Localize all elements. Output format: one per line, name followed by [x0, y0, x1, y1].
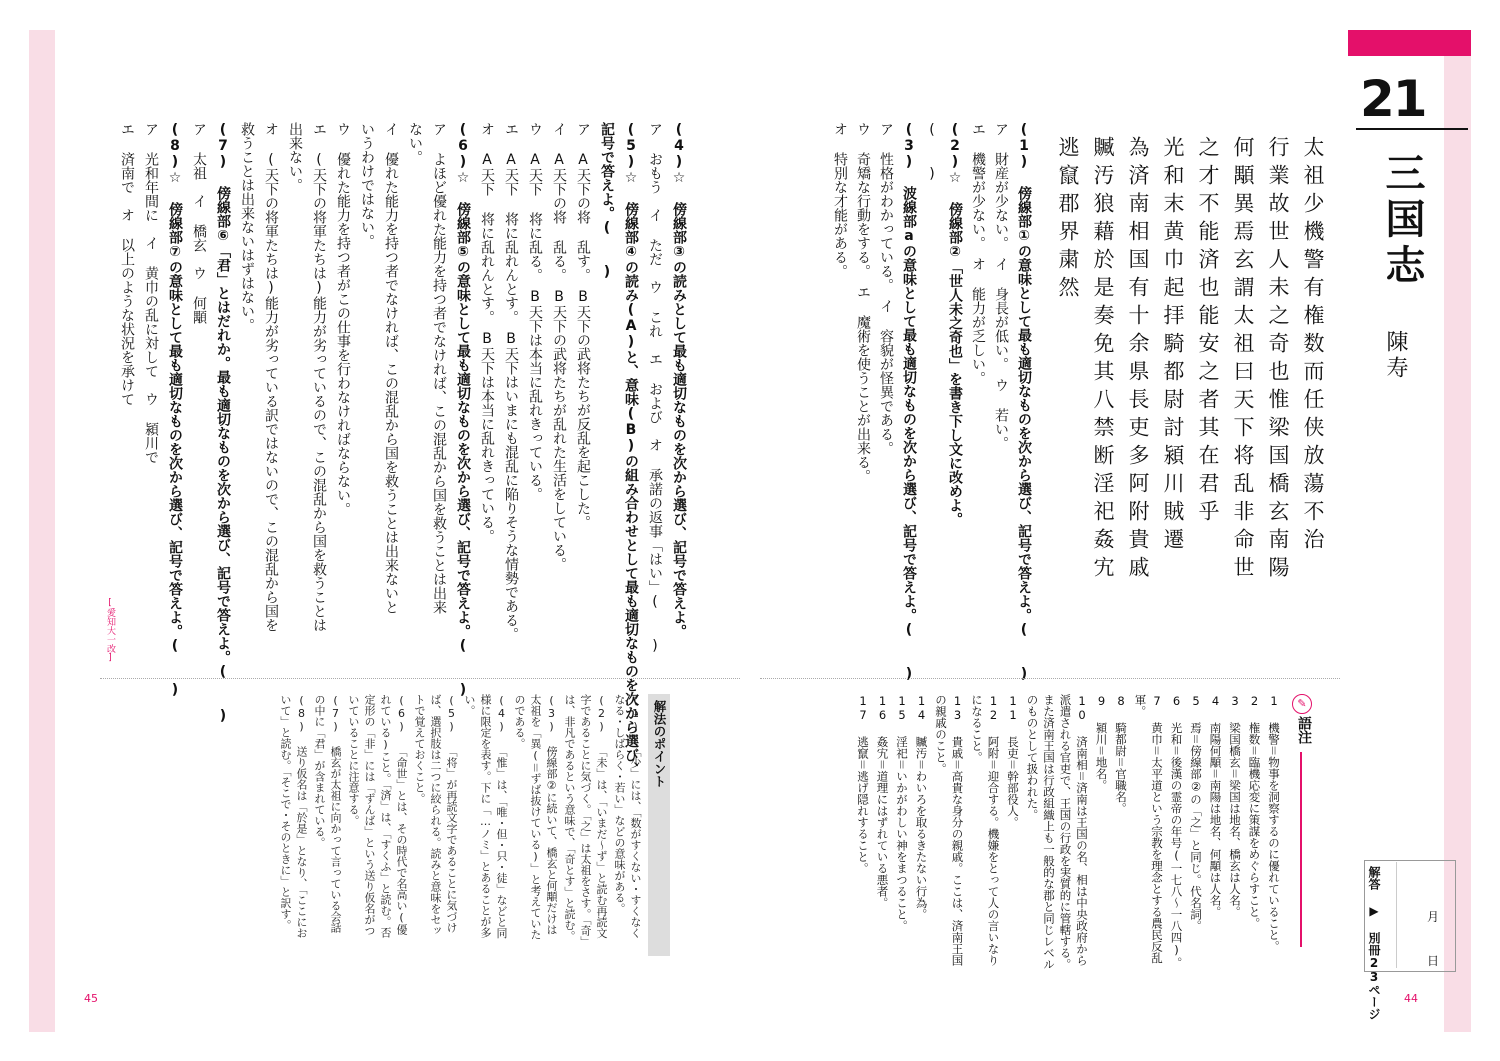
lesson-number: 21	[1360, 70, 1426, 128]
question-line: 救うことは出来ないはずはない。	[239, 122, 255, 332]
hint-item: (7) 橋玄が太祖に向かって言っている会話の中に「君」が含まれている。	[313, 694, 342, 933]
hints	[225, 694, 643, 944]
date-divider	[1396, 862, 1397, 968]
question-line: (6)☆ 傍線部⑤の意味として最も適切なものを次から選び、記号で答えよ。( )	[455, 122, 471, 698]
question-line: オ (天下の将軍たちは)能力が劣っている訳ではないので、この混乱から国を	[263, 122, 279, 632]
kanbun-column: 之才不能済也能安之者其在君乎	[1196, 136, 1220, 528]
glossary-item: 4 南陽何顒＝南陽は地名、何顒は人名。	[1208, 694, 1223, 918]
question-line: ア 太祖 イ 橋玄 ウ 何顒	[191, 122, 207, 324]
question-line: ア 性格がわかっている。 イ 容貌が怪異である。	[878, 122, 894, 455]
divider-right	[760, 678, 1340, 679]
page-title: 三国志	[1379, 152, 1426, 290]
question-line: (7) 傍線部⑥「君」とはだれか。最も適切なものを次から選び、記号で答えよ。( )	[215, 122, 231, 724]
glossary-item: 6 光和＝後漢の霊帝の年号(一七八〜一八四)。	[1169, 694, 1184, 969]
hint-title: 解法のポイント	[648, 694, 670, 956]
glossary-item: 1 機警＝物事を洞察するのに優れていること。	[1267, 694, 1281, 952]
lesson-rule	[1356, 128, 1468, 130]
glossary-item: 5 焉＝傍線部②の「之」と同じ。代名詞。	[1189, 694, 1203, 932]
month-field[interactable]: 月	[1427, 910, 1440, 924]
question-line: いうわけではない。	[359, 122, 375, 248]
glossary-item: 15 淫祀＝いかがわしい神をまつること。	[895, 694, 909, 932]
answer-reference[interactable]: 解答 ▶ 別冊23ページ	[1367, 866, 1381, 1020]
glossary-item: 8 騎都尉＝官職名。	[1114, 694, 1128, 814]
glossary-item: 14 贓汚＝わいろを取るきたない行為。	[914, 694, 929, 920]
glossary-item: 7 黄巾＝太平道という宗教を理念とする農民反乱軍。	[1133, 694, 1164, 964]
kanbun-column: 行業故世人未之奇也惟梁国橋玄南陽	[1266, 136, 1290, 584]
question-line: オ A天下 将に乱れんとす。 B天下は本当に乱れきっている。	[479, 122, 495, 543]
question-line: エ A天下 将に乱れんとす。 B天下はいまにも混乱に陥りそうな情勢である。	[503, 122, 519, 641]
question-line: (3) 波線部aの意味として最も適切なものを次から選び、記号で答えよ。( )	[901, 122, 917, 682]
question-line: オ 特別な才能がある。	[832, 122, 848, 278]
answer-blank[interactable]: ( )	[924, 122, 940, 182]
question-line: ウ 優れた能力を持つ者がこの仕事を行わなければならない。	[335, 122, 351, 516]
glossary-rule	[1300, 752, 1302, 947]
question-line: (8)☆ 傍線部⑦の意味として最も適切なものを次から選び、記号で答えよ。( )	[167, 122, 183, 698]
question-line: ない。	[407, 122, 423, 164]
kanbun-column: 為済南相国有十余県長吏多阿附貴戚	[1126, 136, 1150, 584]
hint-item: (5) 「将」が再読文字であることに気づけば、選択肢は二つに絞られる。読みと意味をセットで覚えておくこと。	[413, 694, 458, 936]
hint-item: (6) 「命世」とは、その時代で名高い(優れている)こと。「済」は、「すくふ」と読む。否定形の「非」には「ずんば」という送り仮名がついていることに注意する。	[347, 694, 408, 938]
question-line: イ A天下の将 乱る。 B天下の武将たちが乱れた生活をしている。	[551, 122, 567, 571]
question-line: 出来ない。	[287, 122, 303, 192]
kanbun-column: 何顒異焉玄謂太祖曰天下将乱非命世	[1231, 136, 1255, 584]
kanbun-column: 光和末黄巾起拝騎都尉討潁川賊遷	[1161, 136, 1185, 556]
question-line: (4)☆ 傍線部③の読みとして最も適切なものを次から選び、記号で答えよ。	[671, 122, 687, 638]
page-number-right: 44	[1404, 992, 1418, 1005]
glossary-item: 3 梁国橋玄＝梁国は地名、橋玄は人名。	[1228, 694, 1242, 918]
glossary-item: 2 権数＝臨機応変に策謀をめぐらすこと。	[1247, 694, 1262, 929]
hint-item: (2) 「未」は、「いまだ〜ず」と読む再読文字であることに気づく。「之」は太祖をさす。「奇」は、非凡であるという意味で、「奇とす」と読む。	[563, 694, 608, 942]
source-note: [愛知大一改]	[105, 598, 115, 663]
glossary-item: 10 済南相＝済南は王国の名、相は中央政府から派遣される官吏で、王国の行政を実質的に管轄する。また済南王国は行政組織上も一般的な郡と同じレベルのものとして扱われた。	[1025, 694, 1089, 970]
glossary-title: 語注	[1296, 716, 1312, 744]
question-line: 記号で答えよ。( )	[599, 122, 615, 280]
question-line: イ 優れた能力を持つ者でなければ、この混乱から国を救うことは出来ないと	[383, 122, 399, 614]
question-line: ア おもう イ ただ ウ これ エ および オ 承諾の返事「はい」( )	[647, 122, 663, 654]
question-line: ア A天下の将 乱す。 B天下の武将たちが反乱を起こした。	[575, 122, 591, 529]
hint-item: (1) 「少」には、「数がすくない・すくなくなる・しばらく・若い」などの意味がある。	[613, 694, 642, 939]
question-line: (5)☆ 傍線部④の読み(A)と、意味(B)の組み合わせとして最も適切なものを次から選び、	[623, 122, 639, 776]
hint-item: (3) 傍線部②に続いて、橋玄と何顒だけは太祖を「異(＝ずば抜けている)」と考えていたのである。	[513, 694, 558, 940]
hint-item: (8) 送り仮名は「於是」となり、「ここにおいて」と読む。「そこで・そのときに」と訳す。	[279, 694, 308, 939]
question-line: ウ A天下 将に乱る。 B天下は本当に乱れきっている。	[527, 122, 543, 501]
kanbun-column: 贓汚狼藉於是奏免其八禁断淫祀姦宄	[1091, 136, 1115, 584]
glossary-icon: ✎	[1292, 694, 1312, 714]
section-accent-bar	[1348, 30, 1471, 56]
question-line: ウ 奇矯な行動をする。 エ 魔術を使うことが出来る。	[855, 122, 871, 483]
hint-item: (4) 「惟」は、「唯・但・只・徒」などと同様に限定を表す。下に「…ノミ」とあることが多い。	[463, 694, 508, 939]
questions-right	[832, 122, 1035, 682]
page-number-left: 45	[84, 992, 98, 1005]
glossary-item: 12 阿附＝迎合する。機嫌をとって人の言いなりになること。	[970, 694, 1001, 966]
glossary-item: 17 逃竄＝逃げ隠れすること。	[856, 694, 870, 874]
question-line: (2)☆ 傍線部②「世人未之奇也」を書き下し文に改めよ。	[947, 122, 963, 526]
glossary	[842, 694, 1282, 984]
kanbun-text	[1040, 136, 1330, 676]
glossary-item: 9 潁川＝地名。	[1094, 694, 1109, 791]
glossary-item: 11 長吏＝幹部役人。	[1006, 694, 1020, 828]
question-line: ア よほど優れた能力を持つ者でなければ、この混乱から国を救うことは出来	[431, 122, 447, 614]
question-line: エ 済南で オ 以上のような状況を承けて	[119, 122, 135, 406]
glossary-item: 16 姦宄＝道理にはずれている悪者。	[875, 694, 890, 909]
day-field[interactable]: 日	[1427, 954, 1440, 968]
question-line: (1) 傍線部①の意味として最も適切なものを次から選び、記号で答えよ。( )	[1016, 122, 1032, 682]
divider-left	[100, 678, 740, 679]
kanbun-column: 逃竄郡界粛然	[1056, 136, 1080, 304]
question-line: エ (天下の将軍たちは)能力が劣っているので、この混乱から国を救うことは	[311, 122, 327, 632]
question-line: ア 光和年間に イ 黄巾の乱に対して ウ 潁川で	[143, 122, 159, 464]
glossary-item: 13 貴戚＝高貴な身分の親戚。ここは、済南王国の親戚のこと。	[934, 694, 965, 966]
author-name: 陳寿	[1383, 330, 1408, 382]
left-side-bar	[29, 30, 55, 1032]
kanbun-column: 太祖少機警有権数而任侠放蕩不治	[1301, 136, 1325, 556]
question-line: ア 財産が少ない。 イ 身長が低い。 ウ 若い。	[993, 122, 1009, 450]
question-line: エ 機警が少ない。 オ 能力が乏しい。	[970, 122, 986, 385]
